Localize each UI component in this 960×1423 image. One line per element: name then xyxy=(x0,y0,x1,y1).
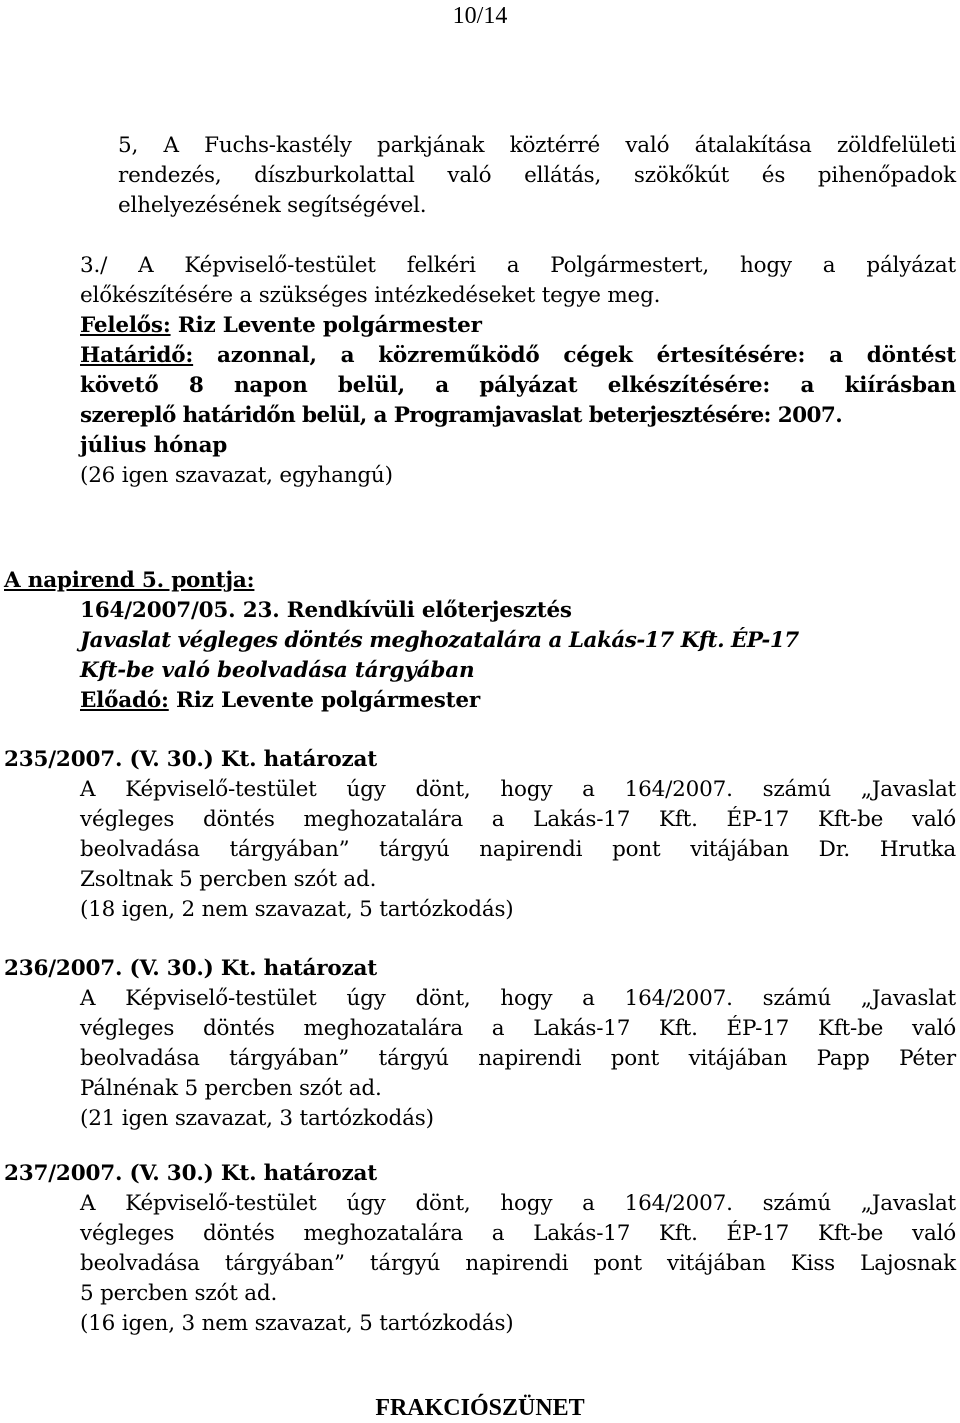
deadline-line-4: július hónap xyxy=(80,433,228,458)
resolution-line: A Képviselő-testület úgy dönt, hogy a 164/2007. számú „Javaslat xyxy=(80,777,956,802)
presenter-label: Előadó: xyxy=(80,688,169,713)
resolution-vote: (21 igen szavazat, 3 tartózkodás) xyxy=(80,1106,434,1131)
item5-line-1: 5, A Fuchs-kastély parkjának köztérré való átalakítása zöldfelületi xyxy=(118,133,956,158)
point3-vote: (26 igen szavazat, egyhangú) xyxy=(80,463,393,488)
deadline-line-2: követő 8 napon belül, a pályázat elkészítésére: a kiírásban xyxy=(80,373,956,398)
resolution-line: beolvadása tárgyában” tárgyú napirendi pont vitájában Papp Péter xyxy=(80,1046,956,1071)
resolution-line: Pálnénak 5 percben szót ad. xyxy=(80,1076,382,1101)
resolution-line: A Képviselő-testület úgy dönt, hogy a 164/2007. számú „Javaslat xyxy=(80,986,956,1011)
resolution-line: A Képviselő-testület úgy dönt, hogy a 164/2007. számú „Javaslat xyxy=(80,1191,956,1216)
resolution-line: beolvadása tárgyában” tárgyú napirendi pont vitájában Dr. Hrutka xyxy=(80,837,956,862)
resolution-line: végleges döntés meghozatalára a Lakás-17 Kft. ÉP-17 Kft-be való xyxy=(80,1221,956,1246)
resolution-line: beolvadása tárgyában” tárgyú napirendi pont vitájában Kiss Lajosnak xyxy=(80,1251,956,1276)
resolution-heading: 236/2007. (V. 30.) Kt. határozat xyxy=(4,956,378,981)
responsible-value: Riz Levente polgármester xyxy=(170,313,482,338)
page-number: 10/14 xyxy=(452,3,508,29)
responsible-label: Felelős: xyxy=(80,313,171,338)
resolution-line: végleges döntés meghozatalára a Lakás-17 Kft. ÉP-17 Kft-be való xyxy=(80,807,956,832)
resolution-vote: (18 igen, 2 nem szavazat, 5 tartózkodás) xyxy=(80,897,514,922)
resolution-heading: 237/2007. (V. 30.) Kt. határozat xyxy=(4,1161,378,1186)
agenda-title-line-1: Javaslat végleges döntés meghozatalára a Lakás-17 Kft. ÉP-17 xyxy=(80,628,799,653)
agenda-presenter xyxy=(80,686,956,716)
agenda-heading: A napirend 5. pontja: xyxy=(4,568,255,593)
point3-line-1: 3./ A Képviselő-testület felkéri a Polgármestert, hogy a pályázat xyxy=(80,253,956,278)
point3-line-2: előkészítésére a szükséges intézkedéseket tegye meg. xyxy=(80,283,661,308)
deadline-label: Határidő: xyxy=(80,343,194,368)
resolution-heading: 235/2007. (V. 30.) Kt. határozat xyxy=(4,747,378,772)
item5-line-3: elhelyezésének segítségével. xyxy=(118,193,427,218)
closing-heading: FRAKCIÓSZÜNET xyxy=(375,1395,585,1421)
deadline-line-3: szereplő határidőn belül, a Programjavaslat beterjesztésére: 2007. xyxy=(80,403,843,428)
responsible-line xyxy=(80,311,956,341)
agenda-title-line-2: Kft-be való beolvadása tárgyában xyxy=(80,658,475,683)
resolution-line: végleges döntés meghozatalára a Lakás-17 Kft. ÉP-17 Kft-be való xyxy=(80,1016,956,1041)
deadline-text-1: azonnal, a közreműködő cégek értesítésére: a döntést xyxy=(193,343,956,368)
resolution-vote: (16 igen, 3 nem szavazat, 5 tartózkodás) xyxy=(80,1311,514,1336)
resolution-line: Zsoltnak 5 percben szót ad. xyxy=(80,867,377,892)
agenda-ref: 164/2007/05. 23. Rendkívüli előterjesztés xyxy=(80,598,572,623)
item5-line-2: rendezés, díszburkolattal való ellátás, szökőkút és pihenőpadok xyxy=(118,163,956,188)
presenter-value: Riz Levente polgármester xyxy=(168,688,480,713)
resolution-line: 5 percben szót ad. xyxy=(80,1281,278,1306)
deadline-line-1 xyxy=(80,341,956,371)
